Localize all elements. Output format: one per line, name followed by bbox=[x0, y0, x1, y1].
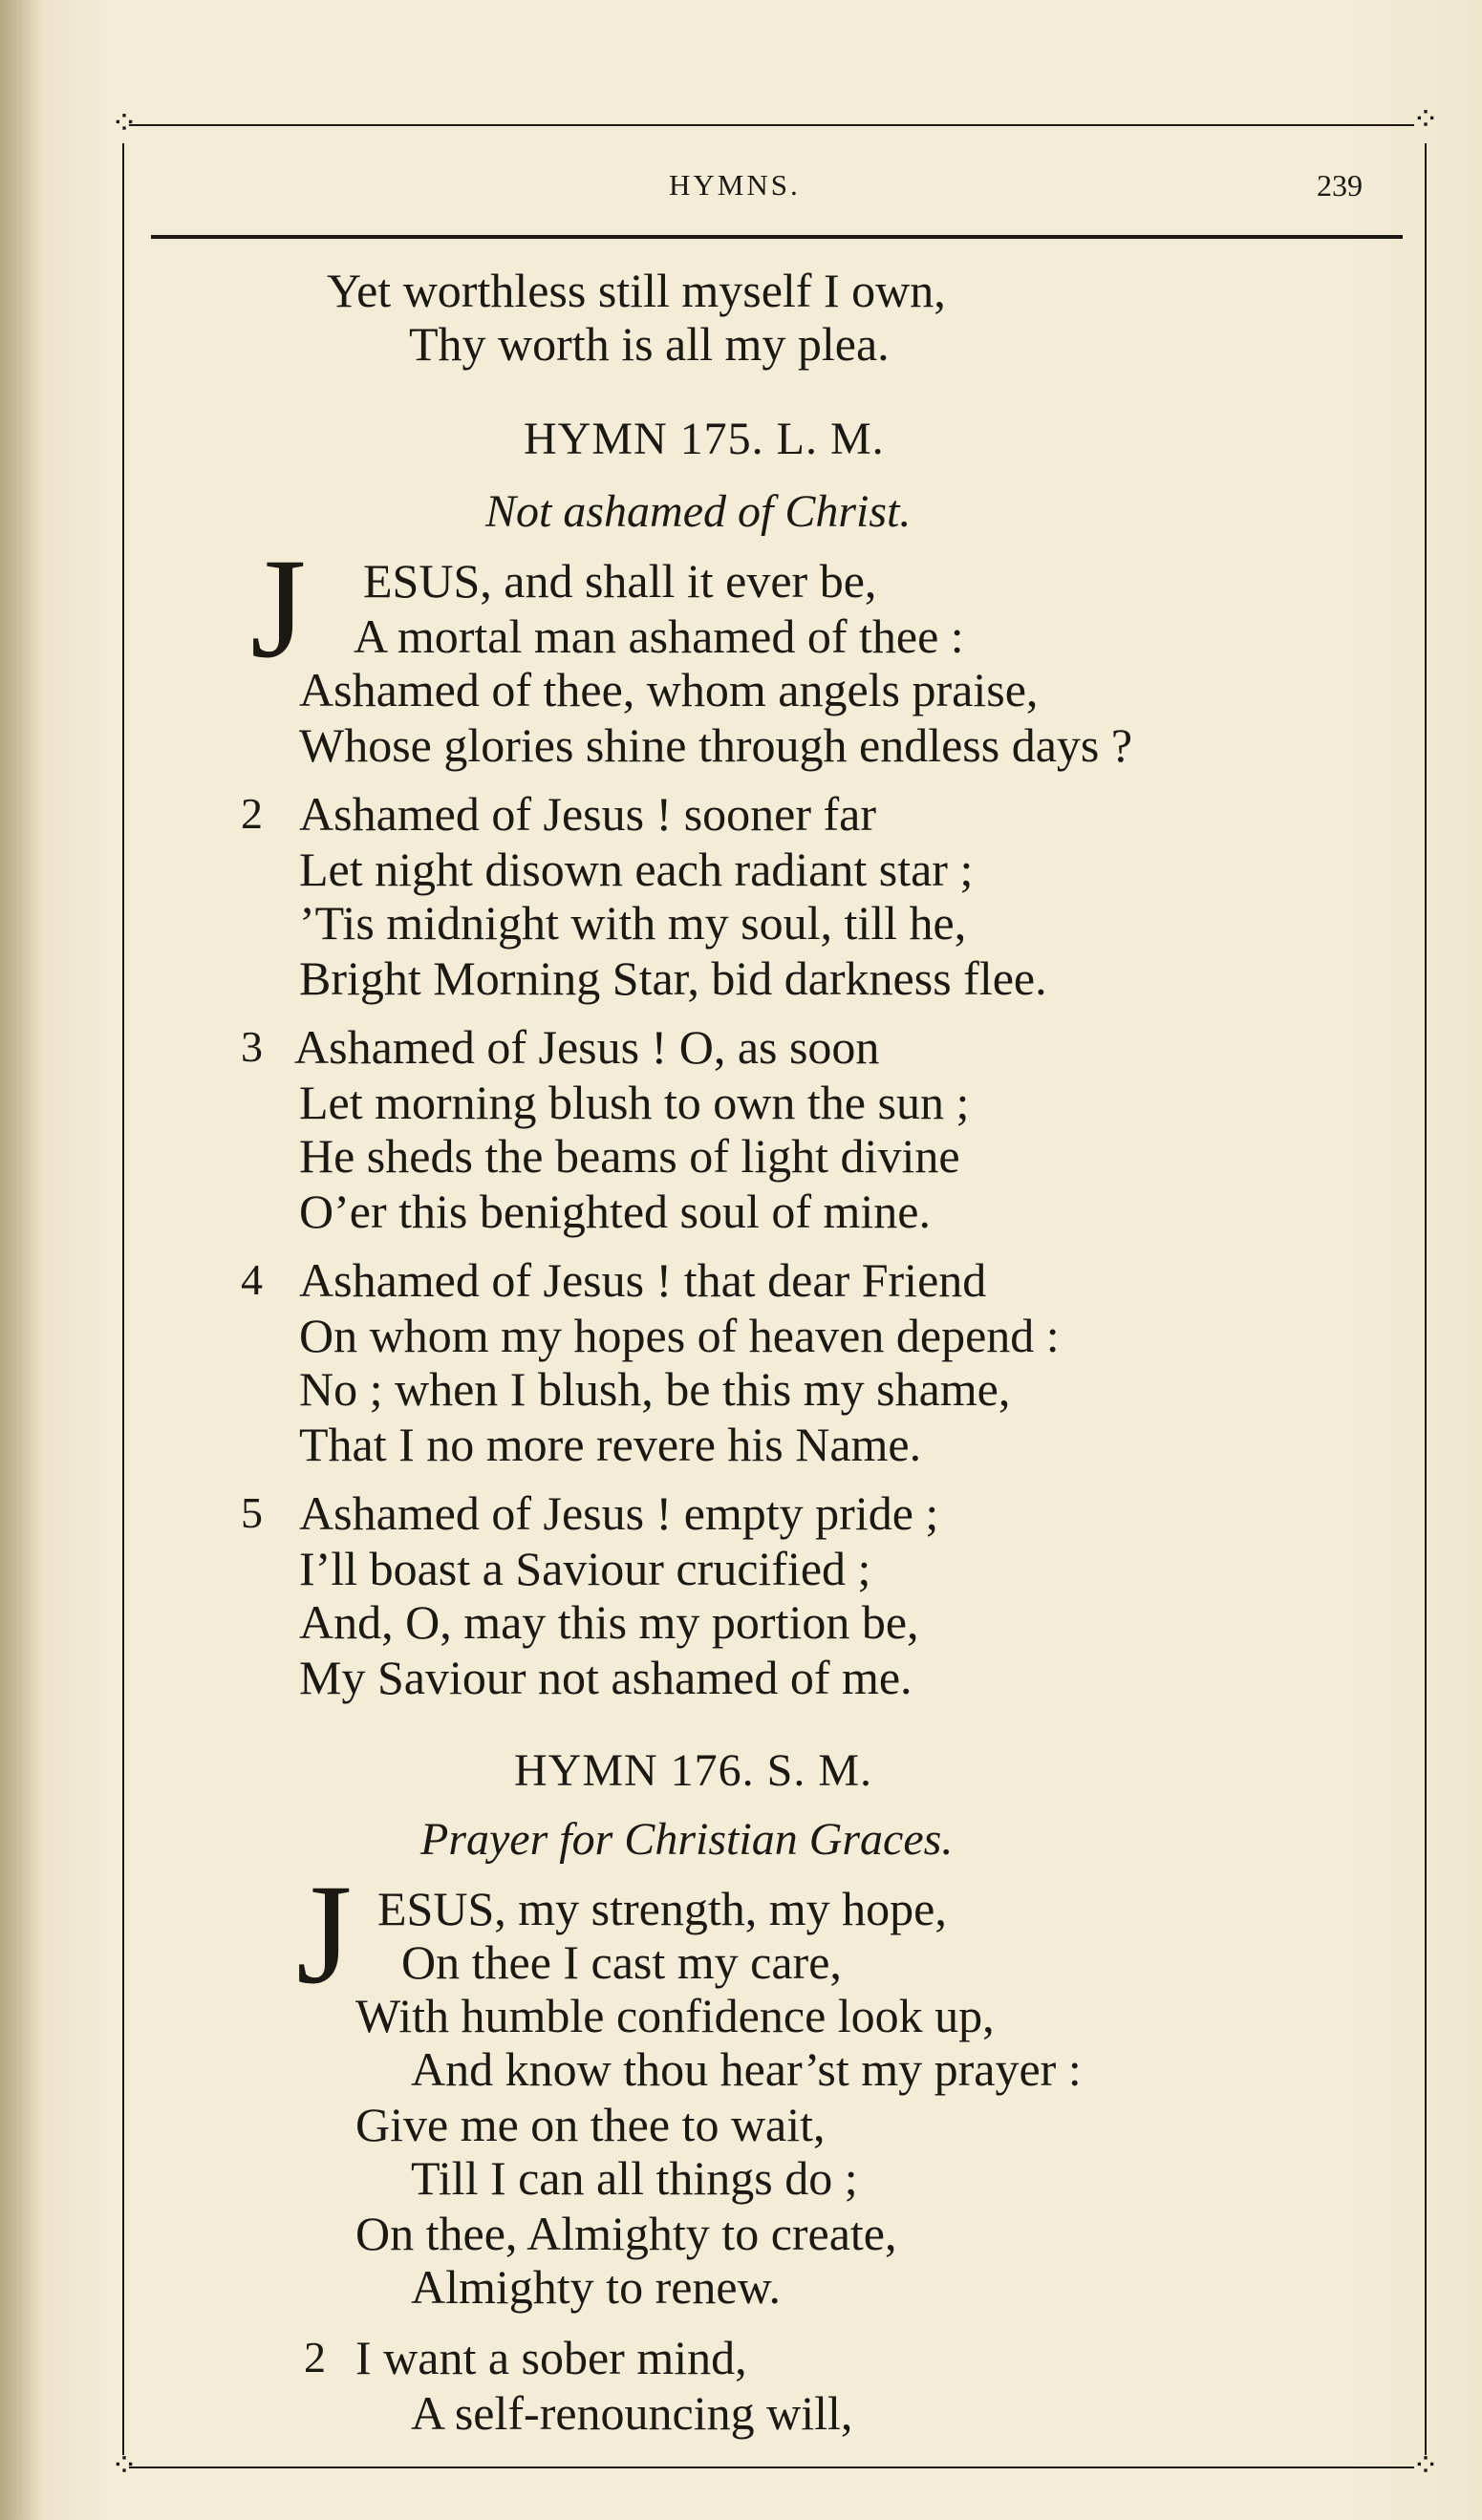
running-head: HYMNS. bbox=[669, 168, 801, 202]
verse-number: 5 bbox=[241, 1488, 263, 1537]
hymn-176-dropcap: J bbox=[296, 1855, 353, 2014]
hymn-175-verse-4-line: On whom my hopes of heaven depend : bbox=[299, 1309, 1060, 1362]
hymn-175-verse-5-line: Ashamed of Jesus ! empty pride ; bbox=[299, 1486, 939, 1540]
hymn-176-subtitle: Prayer for Christian Graces. bbox=[420, 1814, 954, 1865]
corner-ornament-icon: ⁘ bbox=[110, 106, 139, 141]
corner-ornament-icon: ⁘ bbox=[1411, 2448, 1440, 2484]
hymn-175-subtitle: Not ashamed of Christ. bbox=[485, 486, 912, 537]
hymn-175-verse-3-line: Ashamed of Jesus ! O, as soon bbox=[294, 1020, 880, 1074]
right-border-rule bbox=[1425, 143, 1427, 2455]
hymn-175-verse-5-line: I’ll boast a Saviour crucified ; bbox=[299, 1542, 871, 1595]
spine-shadow bbox=[0, 0, 44, 2520]
verse-number: 2 bbox=[241, 789, 263, 838]
hymn-175-verse-1-line: ESUS, and shall it ever be, bbox=[363, 554, 877, 608]
left-border-rule bbox=[122, 143, 124, 2455]
verse-number: 2 bbox=[304, 2333, 326, 2381]
page-number: 239 bbox=[1317, 168, 1363, 203]
verse-number: 4 bbox=[241, 1255, 263, 1304]
hymn-176-verse-1-line: ESUS, my strength, my hope, bbox=[377, 1882, 947, 1935]
hymn-175-verse-1-line: Whose glories shine through endless days ? bbox=[299, 718, 1133, 772]
bottom-border-rule bbox=[129, 2467, 1414, 2468]
hymn-175-verse-1-line: Ashamed of thee, whom angels praise, bbox=[299, 663, 1039, 716]
hymn-175-dropcap: J bbox=[250, 529, 307, 688]
top-border-rule bbox=[129, 124, 1414, 126]
corner-ornament-icon: ⁘ bbox=[110, 2448, 139, 2484]
hymn-176-verse-1-line: And know thou hear’st my prayer : bbox=[411, 2042, 1082, 2096]
hymn-176-verse-1-line: Almighty to renew. bbox=[411, 2260, 781, 2314]
hymn-176-verse-1-line: Till I can all things do ; bbox=[411, 2151, 858, 2205]
hymn-176-verse-1-line: With humble confidence look up, bbox=[355, 1989, 995, 2042]
hymn-176-verse-2-line: A self-renouncing will, bbox=[411, 2386, 853, 2440]
continuation-line: Thy worth is all my plea. bbox=[409, 317, 890, 371]
hymn-175-verse-3-line: O’er this benighted soul of mine. bbox=[299, 1185, 931, 1238]
hymn-175-verse-3-line: Let morning blush to own the sun ; bbox=[299, 1076, 970, 1129]
hymn-175-verse-5-line: And, O, may this my portion be, bbox=[299, 1595, 919, 1649]
continuation-line: Yet worthless still myself I own, bbox=[327, 264, 946, 317]
corner-ornament-icon: ⁘ bbox=[1411, 102, 1440, 138]
hymn-175-verse-2-line: Ashamed of Jesus ! sooner far bbox=[299, 787, 877, 841]
hymn-175-title: HYMN 175. L. M. bbox=[524, 414, 885, 464]
header-rule bbox=[151, 235, 1403, 239]
hymn-175-verse-1-line: A mortal man ashamed of thee : bbox=[354, 609, 964, 663]
hymn-176-title: HYMN 176. S. M. bbox=[514, 1745, 873, 1796]
hymn-175-verse-4-line: Ashamed of Jesus ! that dear Friend bbox=[299, 1253, 987, 1307]
hymn-176-verse-1-line: On thee I cast my care, bbox=[401, 1935, 842, 1989]
hymn-175-verse-2-line: ’Tis midnight with my soul, till he, bbox=[299, 896, 967, 950]
hymn-175-verse-2-line: Let night disown each radiant star ; bbox=[299, 843, 974, 896]
verse-number: 3 bbox=[241, 1022, 263, 1071]
hymn-176-verse-2-line: I want a sober mind, bbox=[355, 2331, 747, 2384]
hymn-176-verse-1-line: Give me on thee to wait, bbox=[355, 2098, 826, 2151]
hymn-175-verse-2-line: Bright Morning Star, bid darkness flee. bbox=[299, 951, 1047, 1005]
hymn-175-verse-4-line: No ; when I blush, be this my shame, bbox=[299, 1362, 1011, 1416]
hymn-175-verse-5-line: My Saviour not ashamed of me. bbox=[299, 1651, 913, 1704]
hymn-175-verse-3-line: He sheds the beams of light divine bbox=[299, 1129, 960, 1183]
hymn-176-verse-1-line: On thee, Almighty to create, bbox=[355, 2207, 897, 2260]
hymn-175-verse-4-line: That I no more revere his Name. bbox=[299, 1418, 922, 1471]
